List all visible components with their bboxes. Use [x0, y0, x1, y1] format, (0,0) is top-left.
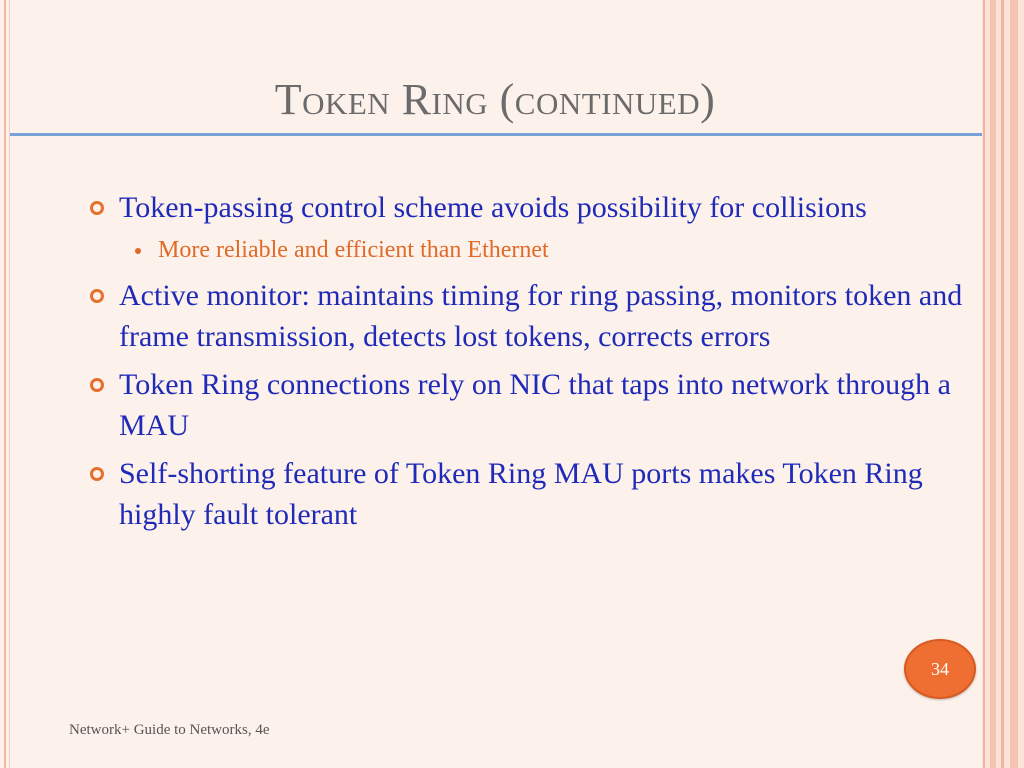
- bullet-item: [84, 453, 984, 535]
- bullet-text: Active monitor: maintains timing for ring passing, monitors token and frame transmission, detects lost tokens, corrects errors: [119, 279, 963, 353]
- dot-bullet-icon: [135, 248, 141, 254]
- ring-bullet-icon: [90, 201, 104, 215]
- bullet-list: [84, 187, 984, 542]
- slide-title: Token Ring (continued): [274, 75, 716, 124]
- sub-bullet-text: More reliable and efficient than Ethernet: [158, 237, 549, 263]
- bullet-text: Token Ring connections rely on NIC that taps into network through a MAU: [119, 368, 951, 442]
- right-stripe-3: [1001, 0, 1004, 768]
- bullet-text: Token-passing control scheme avoids possibility for collisions: [119, 191, 867, 224]
- bullet-item: [84, 364, 984, 446]
- right-stripe-4: [1010, 0, 1018, 768]
- sub-bullet-item: [84, 235, 984, 265]
- bullet-item: [84, 275, 984, 357]
- page-number-badge: [904, 639, 976, 699]
- ring-bullet-icon: [90, 467, 104, 481]
- bullet-text: Self-shorting feature of Token Ring MAU ports makes Token Ring highly fault tolerant: [119, 457, 923, 531]
- ring-bullet-icon: [90, 289, 104, 303]
- bullet-item: [84, 187, 984, 228]
- title-rule: [10, 133, 982, 136]
- right-stripe-2: [990, 0, 996, 768]
- page-number: 34: [931, 658, 949, 679]
- ring-bullet-icon: [90, 378, 104, 392]
- footer-text: Network+ Guide to Networks, 4e: [69, 722, 270, 738]
